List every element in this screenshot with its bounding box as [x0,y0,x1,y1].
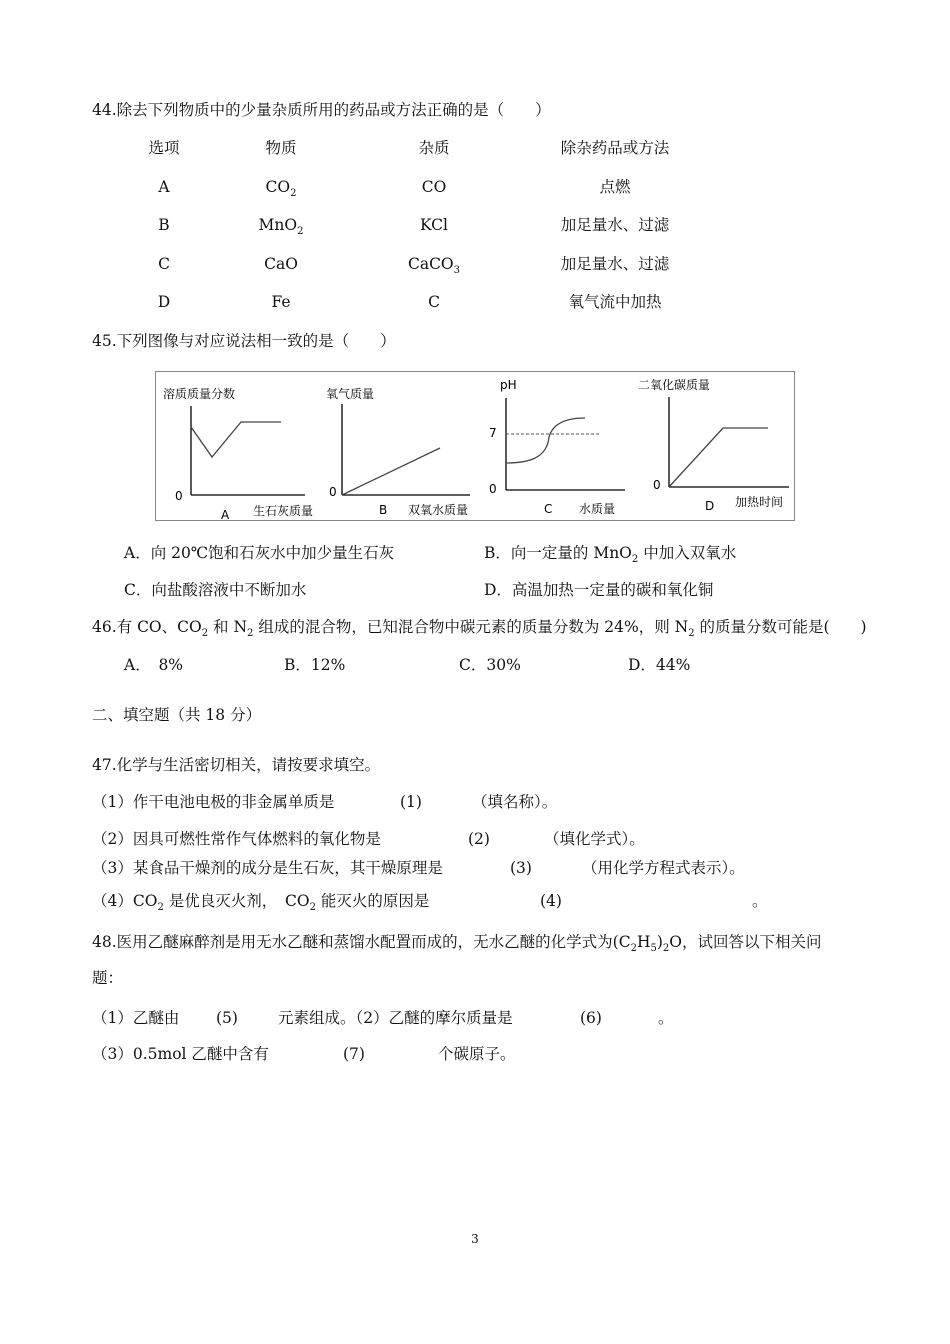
q48-line2: （3）0.5mol 乙醚中含有 [92,1045,269,1063]
q47-line1-note: （填名称）。 [472,793,558,811]
q44-stem: 44.除去下列物质中的少量杂质所用的药品或方法正确的是（ ） [92,101,551,119]
page-number: 3 [471,1232,479,1246]
table-row-option: D [157,293,171,311]
q48-blank-7: (7) [343,1045,365,1063]
q47-line2-note: （填化学式）。 [544,830,645,848]
q44-header-option: 选项 [148,139,180,157]
table-row-option: B [158,216,170,234]
q45-option-b: B．向一定量的 MnO$_2$ 中加入双氧水 [484,544,737,565]
graph-d-origin: 0 [653,478,661,492]
graph-d-xlabel: 加热时间 [735,495,784,509]
section-heading: 二、填空题（共 18 分） [92,706,262,724]
q45-stem: 45.下列图像与对应说法相一致的是（ ） [92,332,396,350]
q46-option-b: B．12% [284,656,346,674]
q47-stem: 47.化学与生活密切相关，请按要求填空。 [92,756,381,774]
graph-c-tick-7: 7 [489,426,497,440]
graph-b-letter: B [379,503,388,517]
table-row-impurity: CO [421,178,447,196]
q48-blank-6: (6) [580,1009,602,1027]
q47-line4-end: 。 [752,892,768,910]
table-row-method: 氧气流中加热 [568,293,662,311]
table-row-substance: CaO [264,255,298,273]
table-row-impurity: CaCO$_3$ [407,255,461,276]
q44-header-substance: 物质 [265,139,297,157]
table-row-substance: $CO_2$ [265,178,297,199]
graph-c-ylabel: pH [500,378,517,392]
q48-stem: 48.医用乙醚麻醉剂是用无水乙醚和蒸馏水配置而成的，无水乙醚的化学式为$(C_2H_5)_2O$，试回答以下相关问 [92,933,822,954]
q47-line2: （2）因具可燃性常作气体燃料的氧化物是 [92,830,381,848]
graphs-border [156,372,795,521]
q48-line1: （1）乙醚由 [92,1009,180,1027]
table-row-impurity: C [428,293,440,311]
q47-blank-4: (4) [540,892,562,910]
q47-blank-2: (2) [468,830,490,848]
graph-c-xlabel: 水质量 [579,502,616,516]
q48-stem-cont: 题： [92,969,124,987]
graph-a-ylabel: 溶质质量分数 [163,387,236,401]
graph-d-letter: D [705,499,715,513]
q47-line1: （1）作干电池电极的非金属单质是 [92,793,335,811]
table-row-method: 点燃 [599,178,631,196]
graph-b-origin: 0 [329,485,337,499]
q47-line3: （3）某食品干燥剂的成分是生石灰，其干燥原理是 [92,859,443,877]
q47-line3-note: （用化学方程式表示）。 [582,859,745,877]
q45-option-d: D．高温加热一定量的碳和氧化铜 [484,581,714,599]
q48-line1-end: 。 [658,1009,674,1027]
q46-option-d: D．44% [628,656,691,674]
q48-line2-end: 个碳原子。 [438,1045,516,1063]
graph-c-origin: 0 [489,482,497,496]
q44-header-method: 除杂药品或方法 [560,139,670,157]
q45-option-c: C．向盐酸溶液中不断加水 [124,581,307,599]
graph-d-ylabel: 二氧化碳质量 [638,378,711,392]
table-row-impurity: KCl [420,216,448,234]
graph-a-xlabel: 生石灰质量 [253,504,314,518]
q47-line4: $(4)CO_2$ 是优良灭火剂， $CO_2$ 能灭火的原因是 [92,892,430,913]
graph-a-letter: A [221,508,230,521]
table-row-method: 加足量水、过滤 [560,255,670,273]
q44-header-impurity: 杂质 [418,139,450,157]
q45-option-a: A．向 20℃饱和石灰水中加少量生石灰 [124,544,395,562]
graphs-svg [155,371,795,521]
q45-graphs-figure [155,371,795,521]
q48-line1-mid: 元素组成。（2）乙醚的摩尔质量是 [278,1009,513,1027]
graph-b-xlabel: 双氧水质量 [408,503,469,517]
table-row-method: 加足量水、过滤 [560,216,670,234]
graph-a-origin: 0 [175,489,183,503]
q46-option-a: A． 8% [124,656,184,674]
graph-b-ylabel: 氧气质量 [326,387,375,401]
graph-c-letter: C [544,502,553,516]
q47-blank-1: (1) [400,793,422,811]
table-row-substance: Fe [271,293,291,311]
q46-option-c: C．30% [459,656,521,674]
q47-blank-3: (3) [510,859,532,877]
table-row-substance: MnO$_2$ [258,216,304,237]
table-row-option: C [158,255,170,273]
table-row-option: A [158,178,170,196]
q46-stem: 46.有 CO、$CO_2$ 和 $N_2$ 组成的混合物，已知混合物中碳元素的质量分数为 24%，则 $N_2$ 的质量分数可能是( ) [92,618,867,639]
q48-blank-5: (5) [216,1009,238,1027]
